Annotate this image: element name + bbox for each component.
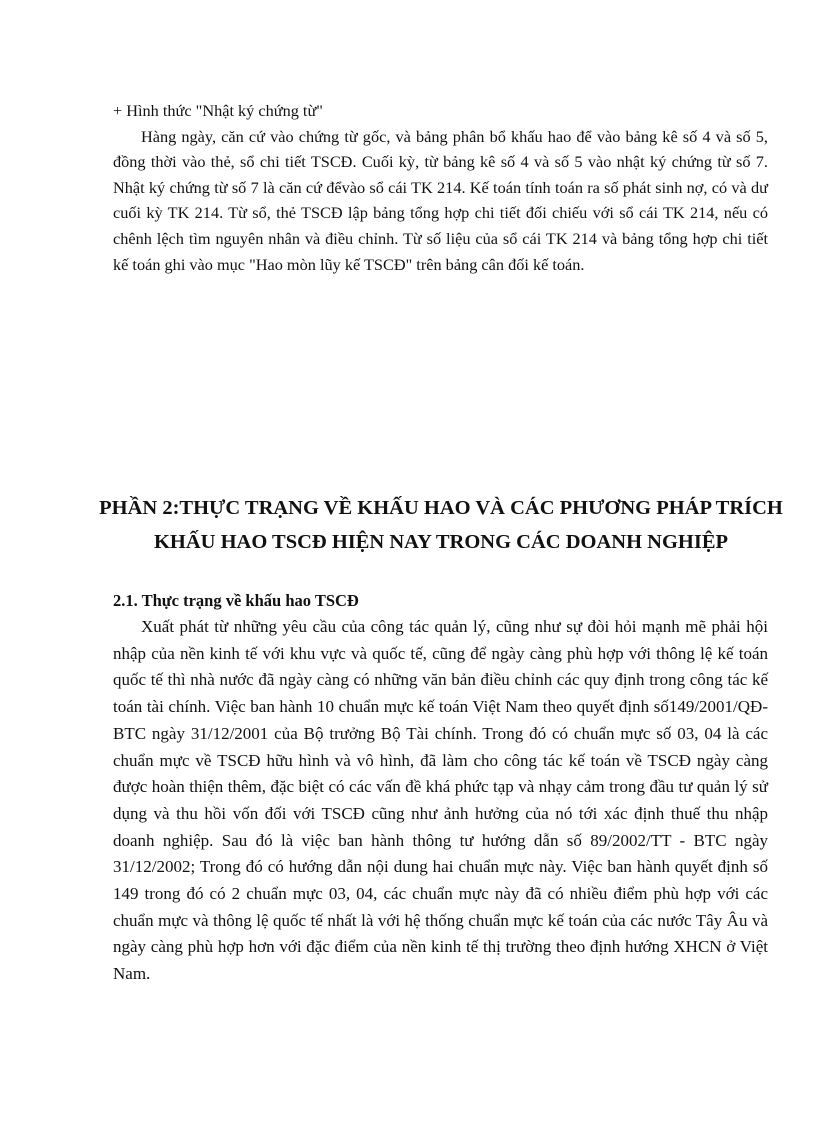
section-journal-voucher xyxy=(113,98,768,277)
subsection-heading: 2.1. Thực trạng về khấu hao TSCĐ xyxy=(113,591,359,610)
depreciation-status-paragraph: Xuất phát từ những yêu cầu của công tác quản lý, cũng như sự đòi hỏi mạnh mẽ phải hội nhập của nền kinh tế với khu vực và quốc tế, cũng để ngày càng phù hợp với thông lệ kế toán quốc tế thì nhà nước đã ngày càng có những văn bản điều chỉnh các quy định trong công tác kế toán tài chính. Việc ban hành 10 chuẩn mực kế toán Việt Nam theo quyết định số149/2001/QĐ-BTC ngày 31/12/2001 của Bộ trưởng Bộ Tài chính. Trong đó có chuẩn mực số 03, 04 là các chuẩn mực về TSCĐ hữu hình và vô hình, đã làm cho công tác kế toán về TSCĐ ngày càng được hoàn thiện thêm, đặc biệt có các vấn đề khá phức tạp và nhạy cảm trong đầu tư quản lý sử dụng và thu hồi vốn đối với TSCĐ cũng như ảnh hưởng của nó tới xác định thuế thu nhập doanh nghiệp. Sau đó là việc ban hành thông tư hướng dẫn số 89/2002/TT - BTC ngày 31/12/2002; Trong đó có hướng dẫn nội dung hai chuẩn mực này. Việc ban hành quyết định số 149 trong đó có 2 chuẩn mực 03, 04, các chuẩn mực này đã có nhiều điểm phù hợp với các chuẩn mực và thông lệ quốc tế nhất là với hệ thống chuẩn mực kế toán của các nước Tây Âu và ngày càng phù hợp hơn với đặc điểm của nền kinh tế thị trường theo định hướng XHCN ở Việt Nam. xyxy=(113,617,768,984)
journal-voucher-paragraph: Hàng ngày, căn cứ vào chứng từ gốc, và bảng phân bổ khấu hao để vào bảng kê số 4 và số 5, đồng thời vào thẻ, sổ chi tiết TSCĐ. Cuối kỳ, từ bảng kê số 4 và số 5 vào nhật ký chứng từ số 7. Nhật ký chứng từ số 7 là căn cứ đểvào sổ cái TK 214. Kế toán tính toán ra số phát sinh nợ, có và dư cuối kỳ TK 214. Từ sổ, thẻ TSCĐ lập bảng tổng hợp chi tiết đối chiếu với sổ cái TK 214, nếu có chênh lệch tìm nguyên nhân và điều chỉnh. Từ số liệu của sổ cái TK 214 và bảng tổng hợp chi tiết kế toán ghi vào mục "Hao mòn lũy kế TSCĐ" trên bảng cân đối kế toán. xyxy=(113,126,768,274)
part2-heading: PHẦN 2:THỰC TRẠNG VỀ KHẤU HAO VÀ CÁC PHƯƠNG PHÁP TRÍCH KHẤU HAO TSCĐ HIỆN NAY TRONG CÁC DOANH NGHIỆP xyxy=(99,497,783,553)
form-line: + Hình thức "Nhật ký chứng từ" xyxy=(113,101,323,120)
section-depreciation-status xyxy=(113,614,768,988)
